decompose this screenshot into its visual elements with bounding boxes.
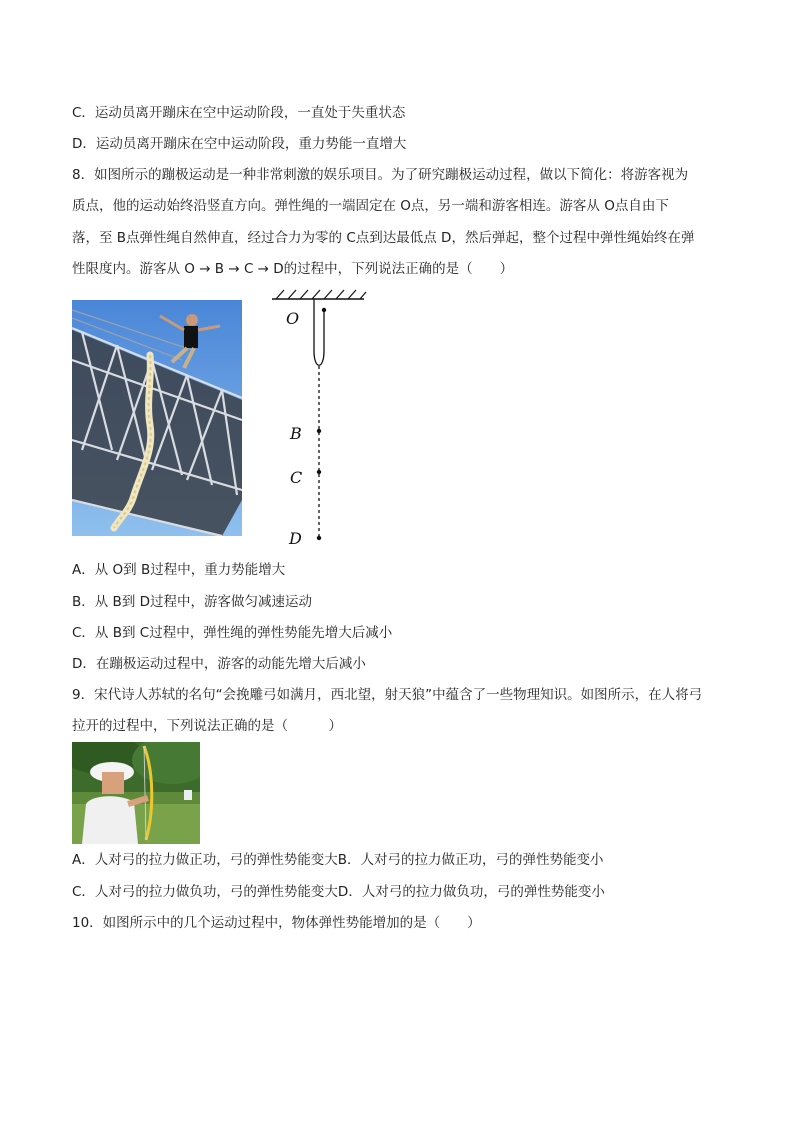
q8-option-d: D．在蹦极运动过程中，游客的动能先增大后减小 — [72, 656, 366, 672]
q9-options-cd: C．人对弓的拉力做负功，弓的弹性势能变大D．人对弓的拉力做负功，弓的弹性势能变小 — [72, 884, 605, 900]
label-d: D — [289, 529, 302, 548]
q9-stem-line-1: 9．宋代诗人苏轼的名句“会挽雕弓如满月，西北望，射天狼”中蕴含了一些物理知识。如图所示，在人将弓 — [72, 687, 703, 703]
q7-option-d: D．运动员离开蹦床在空中运动阶段，重力势能一直增大 — [72, 136, 407, 152]
q9-stem-line-2: 拉开的过程中，下列说法正确的是（ ） — [72, 718, 342, 734]
archer-photo — [72, 742, 200, 844]
q8-stem-line-2: 质点，他的运动始终沿竖直方向。弹性绳的一端固定在 O点，另一端和游客相连。游客从 O点自由下 — [72, 198, 669, 214]
label-o: O — [286, 309, 300, 328]
label-b: B — [290, 424, 302, 443]
point-c-marker — [317, 470, 321, 474]
bungee-diagram — [262, 286, 372, 548]
q8-option-b: B．从 B到 D过程中，游客做匀减速运动 — [72, 594, 313, 610]
q8-option-a: A．从 O到 B过程中，重力势能增大 — [72, 562, 286, 578]
point-d-marker — [317, 536, 321, 540]
q8-option-c: C．从 B到 C过程中，弹性绳的弹性势能先增大后减小 — [72, 625, 393, 641]
q7-option-c: C．运动员离开蹦床在空中运动阶段，一直处于失重状态 — [72, 105, 406, 121]
point-b-marker — [317, 429, 321, 433]
label-c: C — [290, 468, 303, 487]
q10-stem: 10．如图所示中的几个运动过程中，物体弹性势能增加的是（ ） — [72, 915, 481, 931]
q8-stem-line-1: 8．如图所示的蹦极运动是一种非常刺激的娱乐项目。为了研究蹦极运动过程，做以下简化：将游客视为 — [72, 167, 689, 183]
bungee-jump-photo — [72, 300, 242, 536]
q8-stem-line-4: 性限度内。游客从 O → B → C → D的过程中，下列说法正确的是（ ） — [72, 261, 514, 277]
q9-options-ab: A．人对弓的拉力做正功，弓的弹性势能变大B．人对弓的拉力做正功，弓的弹性势能变小 — [72, 852, 604, 868]
q8-stem-line-3: 落，至 B点弹性绳自然伸直，经过合力为零的 C点到达最低点 D，然后弹起，整个过程中弹性绳始终在弹 — [72, 230, 695, 246]
